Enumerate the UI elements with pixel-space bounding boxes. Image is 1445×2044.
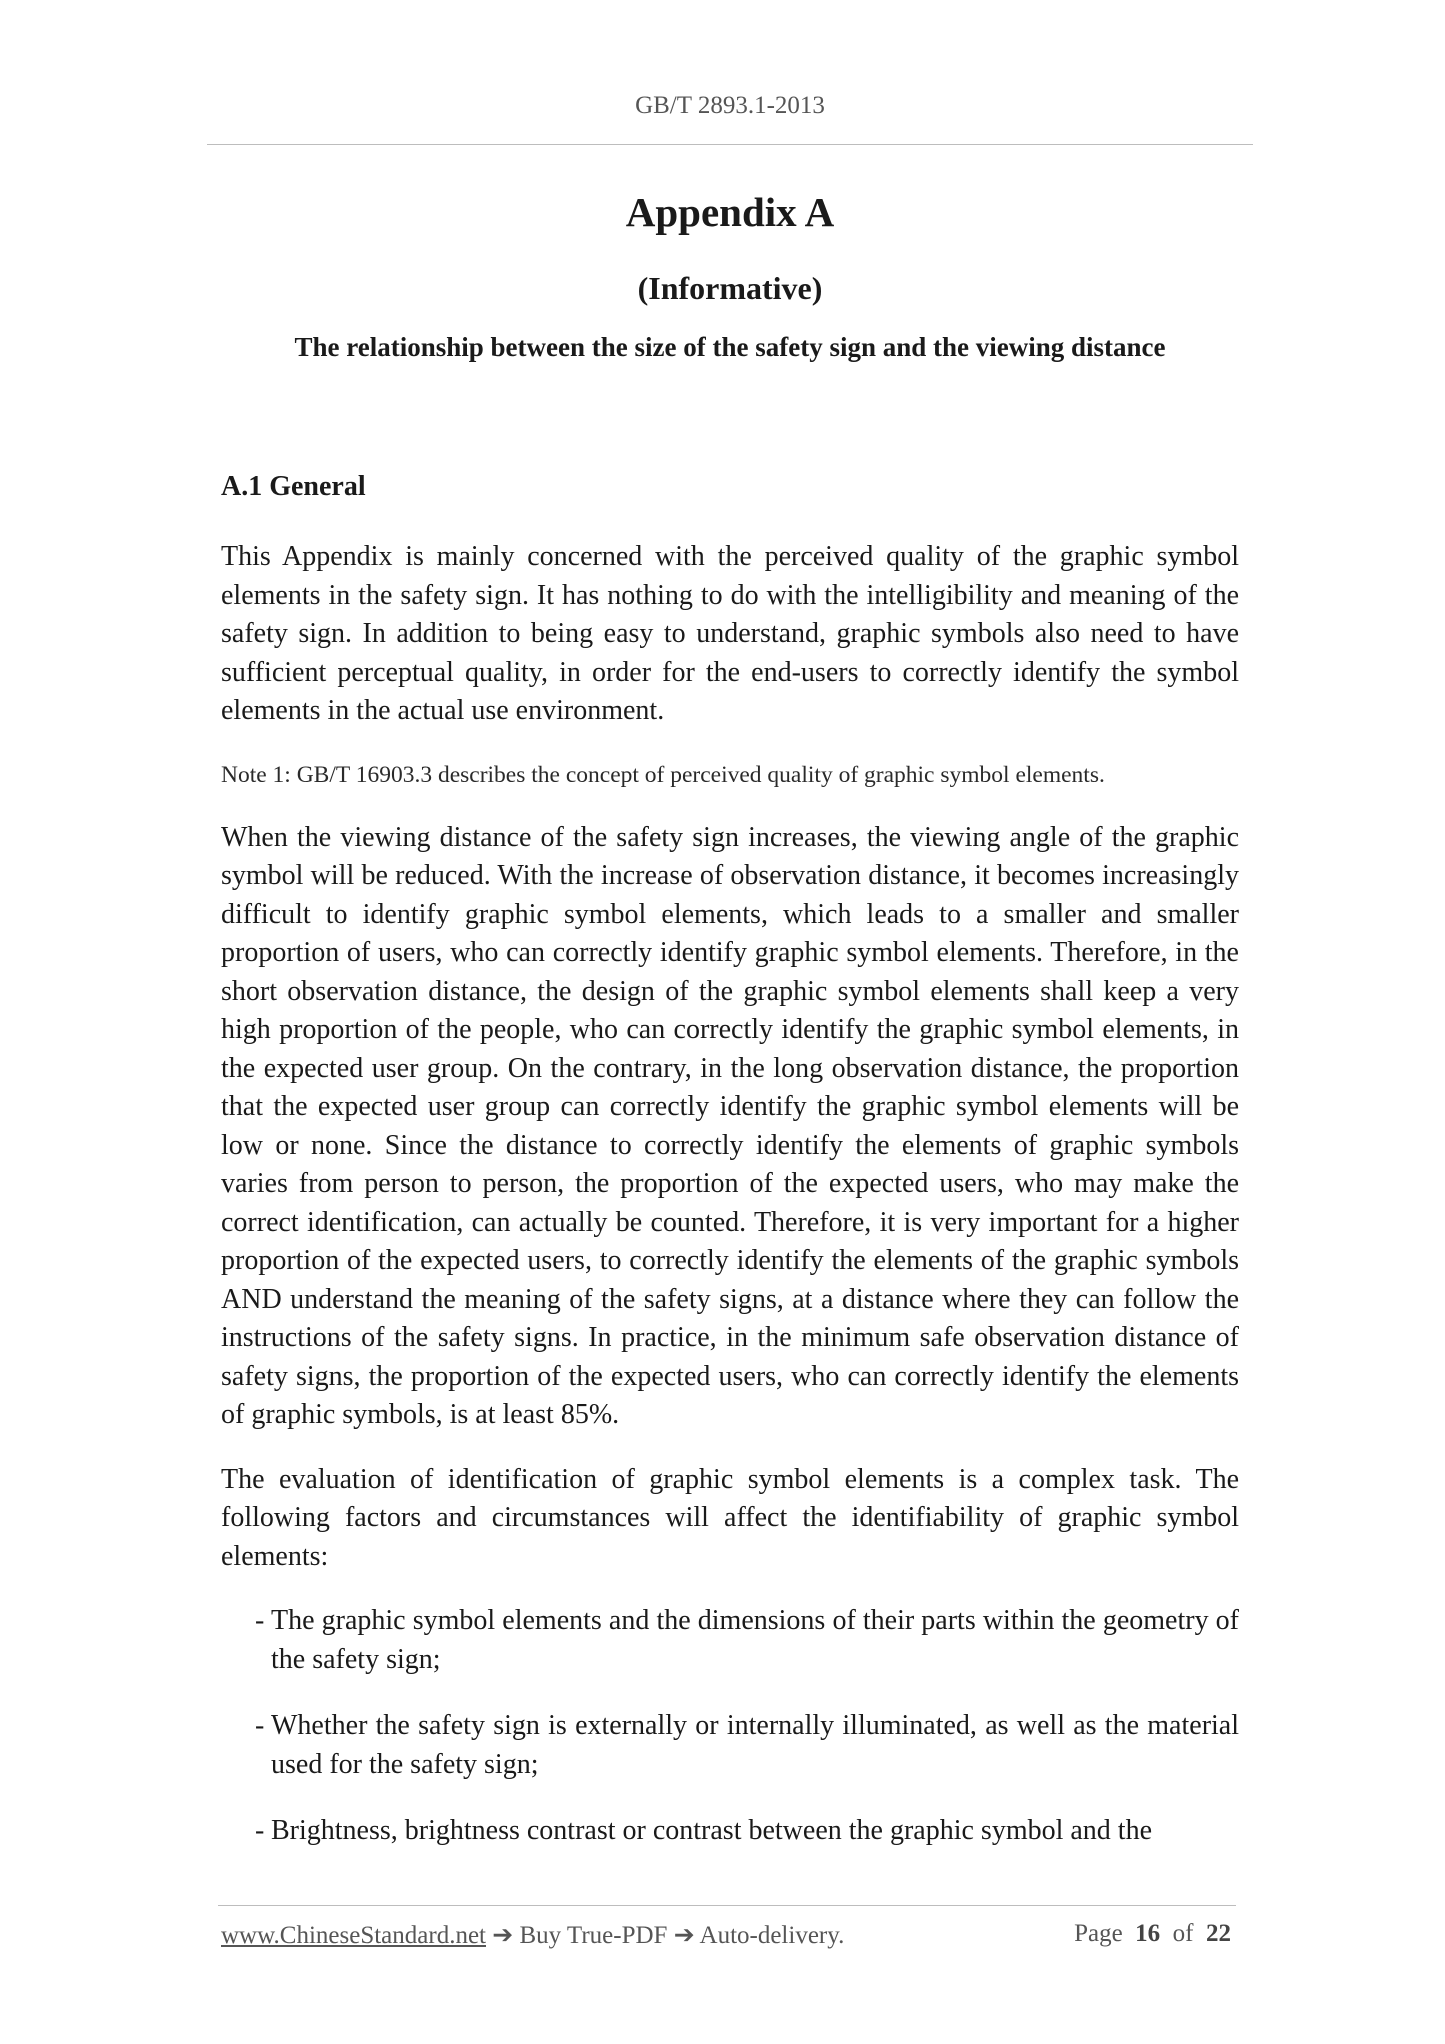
buy-text: Buy True-PDF <box>519 1922 668 1949</box>
arrow-right-icon: ➔ <box>673 1922 695 1949</box>
running-header: GB/T 2893.1-2013 <box>635 92 825 119</box>
list-item <box>221 1602 1239 1679</box>
list-item-text: The graphic symbol elements and the dimensions of their parts within the geometry of the safety sign; <box>271 1605 1239 1675</box>
list-item-text: Brightness, brightness contrast or contrast between the graphic symbol and the <box>271 1815 1153 1846</box>
page-label: Page <box>1074 1920 1123 1947</box>
header-divider <box>207 144 1253 145</box>
list-item-text: Whether the safety sign is externally or internally illuminated, as well as the material used for the safety sign; <box>271 1710 1239 1780</box>
site-link[interactable]: www.ChineseStandard.net <box>221 1922 486 1949</box>
page-of: of <box>1172 1920 1194 1947</box>
paragraph-viewing-distance: When the viewing distance of the safety sign increases, the viewing angle of the graphic symbol will be reduced. With the increase of observation distance, it becomes increasingly difficult to identify graphic symbol elements, which leads to a smaller and smaller proportion of users, who can correctly identify graphic symbol elements. Therefore, in the short observation distance, the design of the graphic symbol elements shall keep a very high proportion of the people, who can correctly identify the graphic symbol elements, in the expected user group. On the contrary, in the long observation distance, the proportion that the expected user group can correctly identify the graphic symbol elements will be low or none. Since the distance to correctly identify the elements of graphic symbols varies from person to person, the proportion of the expected users, who may make the correct identification, can actually be counted. Therefore, it is very important for a higher proportion of the expected users, to correctly identify the elements of the graphic symbols AND understand the meaning of the safety signs, at a distance where they can follow the instructions of the safety signs. In practice, in the minimum safe observation distance of safety signs, the proportion of the expected users, who can correctly identify the elements of graphic symbols, is at least 85%. <box>221 821 1239 1430</box>
section-heading: A.1 General <box>221 471 366 502</box>
list-marker: - <box>255 1710 265 1741</box>
page-footer <box>221 1920 1231 1960</box>
page-current: 16 <box>1135 1920 1161 1947</box>
appendix-subtitle: (Informative) <box>637 270 823 306</box>
list-marker: - <box>255 1815 265 1846</box>
appendix-caption: The relationship between the size of the safety sign and the viewing distance <box>294 332 1166 362</box>
list-item <box>221 1707 1239 1784</box>
appendix-title: Appendix A <box>625 189 835 235</box>
page-total: 22 <box>1206 1920 1231 1947</box>
page-number <box>1074 1920 1231 1948</box>
paragraph-intro: This Appendix is mainly concerned with the perceived quality of the graphic symbol elements in the safety sign. It has nothing to do with the intelligibility and meaning of the safety sign. In addition to being easy to understand, graphic symbols also need to have sufficient perceptual quality, in order for the end-users to correctly identify the symbol elements in the actual use environment. <box>221 541 1239 726</box>
factor-list <box>221 1602 1239 1851</box>
arrow-right-icon: ➔ <box>492 1922 514 1949</box>
document-body <box>221 462 1239 1879</box>
list-item <box>221 1812 1239 1851</box>
note-1: Note 1: GB/T 16903.3 describes the concept of perceived quality of graphic symbol elements. <box>221 761 1105 788</box>
list-marker: - <box>255 1605 265 1636</box>
paragraph-evaluation: The evaluation of identification of graphic symbol elements is a complex task. The following factors and circumstances will affect the identifiability of graphic symbol elements: <box>221 1463 1239 1572</box>
footer-divider <box>218 1905 1236 1906</box>
footer-promo <box>221 1920 844 1950</box>
delivery-text: Auto-delivery. <box>699 1922 845 1949</box>
